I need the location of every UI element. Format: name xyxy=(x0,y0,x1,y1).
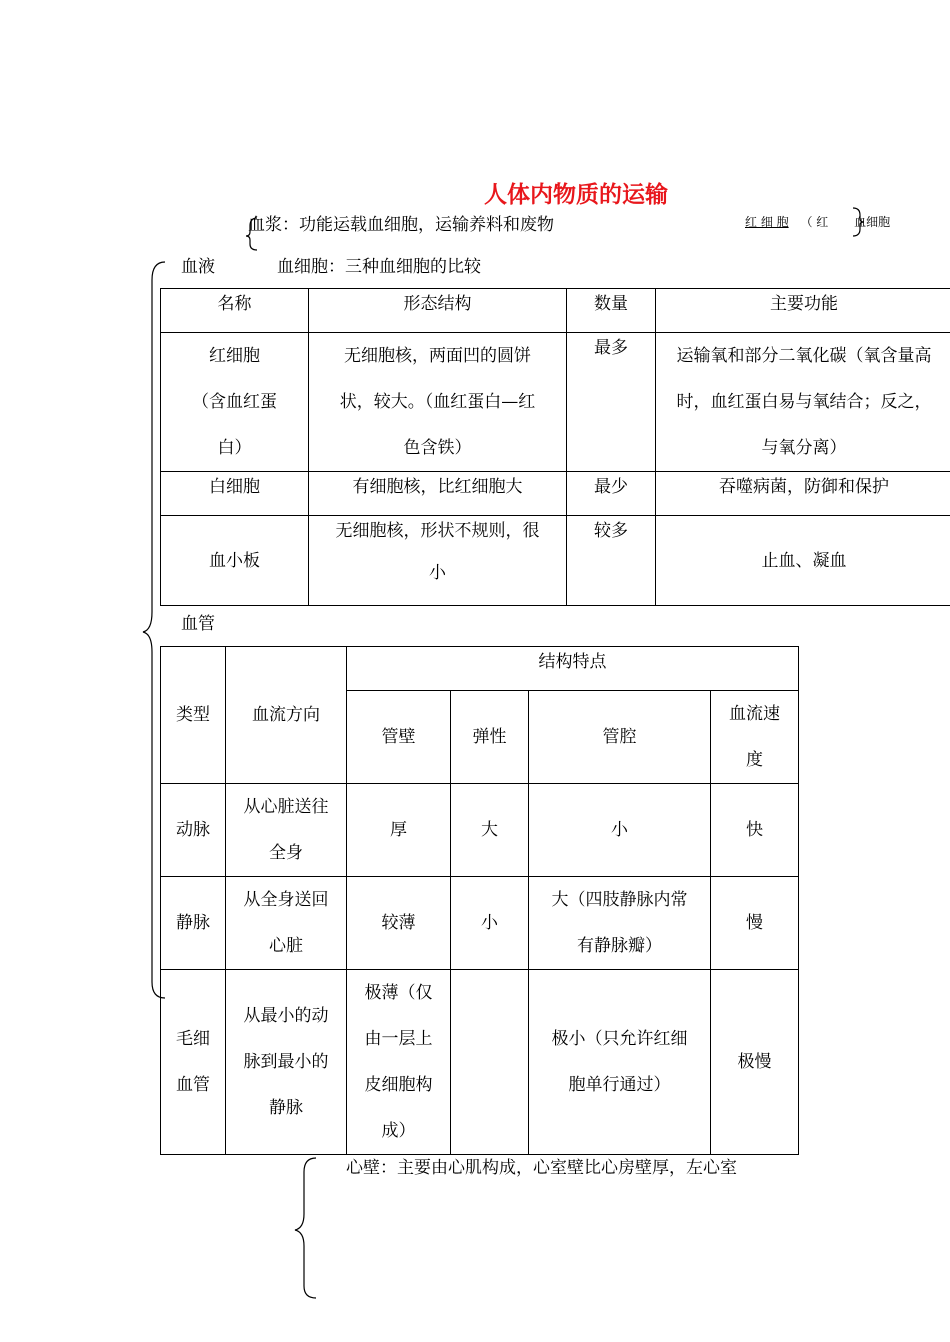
cell-wall: 厚 xyxy=(347,784,451,877)
cell-count: 较多 xyxy=(567,516,656,606)
cell-direction xyxy=(226,877,347,970)
cell-line: 大（四肢静脉内常 xyxy=(551,890,688,910)
header-wall: 管壁 xyxy=(347,691,451,784)
cell-name xyxy=(161,333,309,472)
cell-wall: 较薄 xyxy=(347,877,451,970)
cell-line: 毛细 xyxy=(176,1029,210,1049)
cell-line: 极薄（仅 xyxy=(364,983,433,1003)
cell-direction xyxy=(226,784,347,877)
cell-function: 吞噬病菌，防御和保护 xyxy=(656,472,950,516)
cell-structure xyxy=(309,333,567,472)
cell-line: 无细胞核，形状不规则，很 xyxy=(335,521,540,541)
cell-elastic: 小 xyxy=(451,877,529,970)
cell-line: 与氧分离） xyxy=(761,438,847,458)
cell-speed: 快 xyxy=(711,784,799,877)
cell-structure xyxy=(309,516,567,606)
cell-count: 最多 xyxy=(567,333,656,472)
cell-line: 色含铁） xyxy=(403,438,472,458)
heart-brace xyxy=(295,1158,316,1298)
cell-direction xyxy=(226,970,347,1155)
cell-wall xyxy=(347,970,451,1155)
cell-type: 动脉 xyxy=(161,784,226,877)
cell-line: 时，血红蛋白易与氧结合；反之， xyxy=(676,392,932,412)
header-speed xyxy=(711,691,799,784)
cell-structure: 有细胞核，比红细胞大 xyxy=(309,472,567,516)
cell-line: 小 xyxy=(429,563,446,583)
cell-line: 心脏 xyxy=(269,936,303,956)
cell-line: 胞单行通过） xyxy=(568,1075,671,1095)
cell-line: 红细胞 xyxy=(209,346,260,366)
cell-line: 血管 xyxy=(176,1075,210,1095)
cell-line: 脉到最小的 xyxy=(243,1052,329,1072)
cell-function xyxy=(656,333,950,472)
cell-lumen xyxy=(529,877,711,970)
cell-lumen: 小 xyxy=(529,784,711,877)
cell-line: 白） xyxy=(217,438,252,458)
table-row-platelet xyxy=(161,516,950,606)
header-structure: 形态结构 xyxy=(309,289,567,333)
red-cell-note: 红 细 胞 xyxy=(745,215,789,229)
header-type: 类型 xyxy=(161,647,226,784)
table-row-capillary xyxy=(161,970,799,1155)
header-elastic: 弹性 xyxy=(451,691,529,784)
cell-elastic xyxy=(451,970,529,1155)
header-count: 数量 xyxy=(567,289,656,333)
cell-line: 无细胞核，两面凹的圆饼 xyxy=(344,346,531,366)
cells-line: 血细胞：三种血细胞的比较 xyxy=(277,257,481,277)
header-lumen: 管腔 xyxy=(529,691,711,784)
cell-type xyxy=(161,970,226,1155)
cell-line: 从全身送回 xyxy=(243,890,329,910)
cell-line: 全身 xyxy=(269,843,303,863)
cell-speed: 极慢 xyxy=(711,970,799,1155)
cell-line: 有静脉瓣） xyxy=(577,936,662,956)
header-name: 名称 xyxy=(161,289,309,333)
heart-wall-line: 心壁：主要由心肌构成，心室壁比心房壁厚，左心室 xyxy=(346,1158,737,1178)
cell-name: 血小板 xyxy=(161,516,309,606)
cell-line: 皮细胞构 xyxy=(364,1075,433,1095)
cell-line: 运输氧和部分二氧化碳（氧含量高 xyxy=(676,346,932,366)
header-function: 主要功能 xyxy=(656,289,950,333)
cell-line: 状，较大。（血红蛋白—红 xyxy=(339,392,536,412)
cell-line: 从心脏送往 xyxy=(243,797,329,817)
cell-line: 血流速 xyxy=(729,704,780,724)
cell-count: 最少 xyxy=(567,472,656,516)
blood-vessel-table xyxy=(160,646,799,1155)
plasma-line: 血浆：功能运载血细胞，运输养料和废物 xyxy=(248,215,554,235)
blood-cell-note: 血细胞 xyxy=(854,215,891,229)
red-paren-note: （ 红 xyxy=(800,215,829,229)
cell-name: 白细胞 xyxy=(161,472,309,516)
blood-cells-table xyxy=(160,288,950,606)
cell-type: 静脉 xyxy=(161,877,226,970)
cell-line: （含血红蛋 xyxy=(192,392,277,412)
header-structure: 结构特点 xyxy=(347,647,799,691)
vessel-label: 血管 xyxy=(181,614,215,634)
table-row-red-cell xyxy=(161,333,950,472)
cell-lumen xyxy=(529,970,711,1155)
header-direction: 血流方向 xyxy=(226,647,347,784)
cell-line: 度 xyxy=(746,750,763,770)
cell-line: 从最小的动 xyxy=(243,1006,329,1026)
cell-elastic: 大 xyxy=(451,784,529,877)
cell-line: 极小（只允许红细 xyxy=(551,1029,688,1049)
table-row-artery xyxy=(161,784,799,877)
page-title: 人体内物质的运输 xyxy=(484,182,668,208)
table-row-white-cell xyxy=(161,472,950,516)
table-header-row xyxy=(161,289,950,333)
cell-function: 止血、凝血 xyxy=(656,516,950,606)
cell-line: 由一层上 xyxy=(364,1029,433,1049)
cell-line: 成） xyxy=(381,1121,416,1141)
table-header-row xyxy=(161,647,799,691)
cell-line: 静脉 xyxy=(269,1098,303,1118)
blood-label: 血液 xyxy=(181,257,215,277)
cell-speed: 慢 xyxy=(711,877,799,970)
top-right-note xyxy=(745,213,890,230)
table-row-vein xyxy=(161,877,799,970)
